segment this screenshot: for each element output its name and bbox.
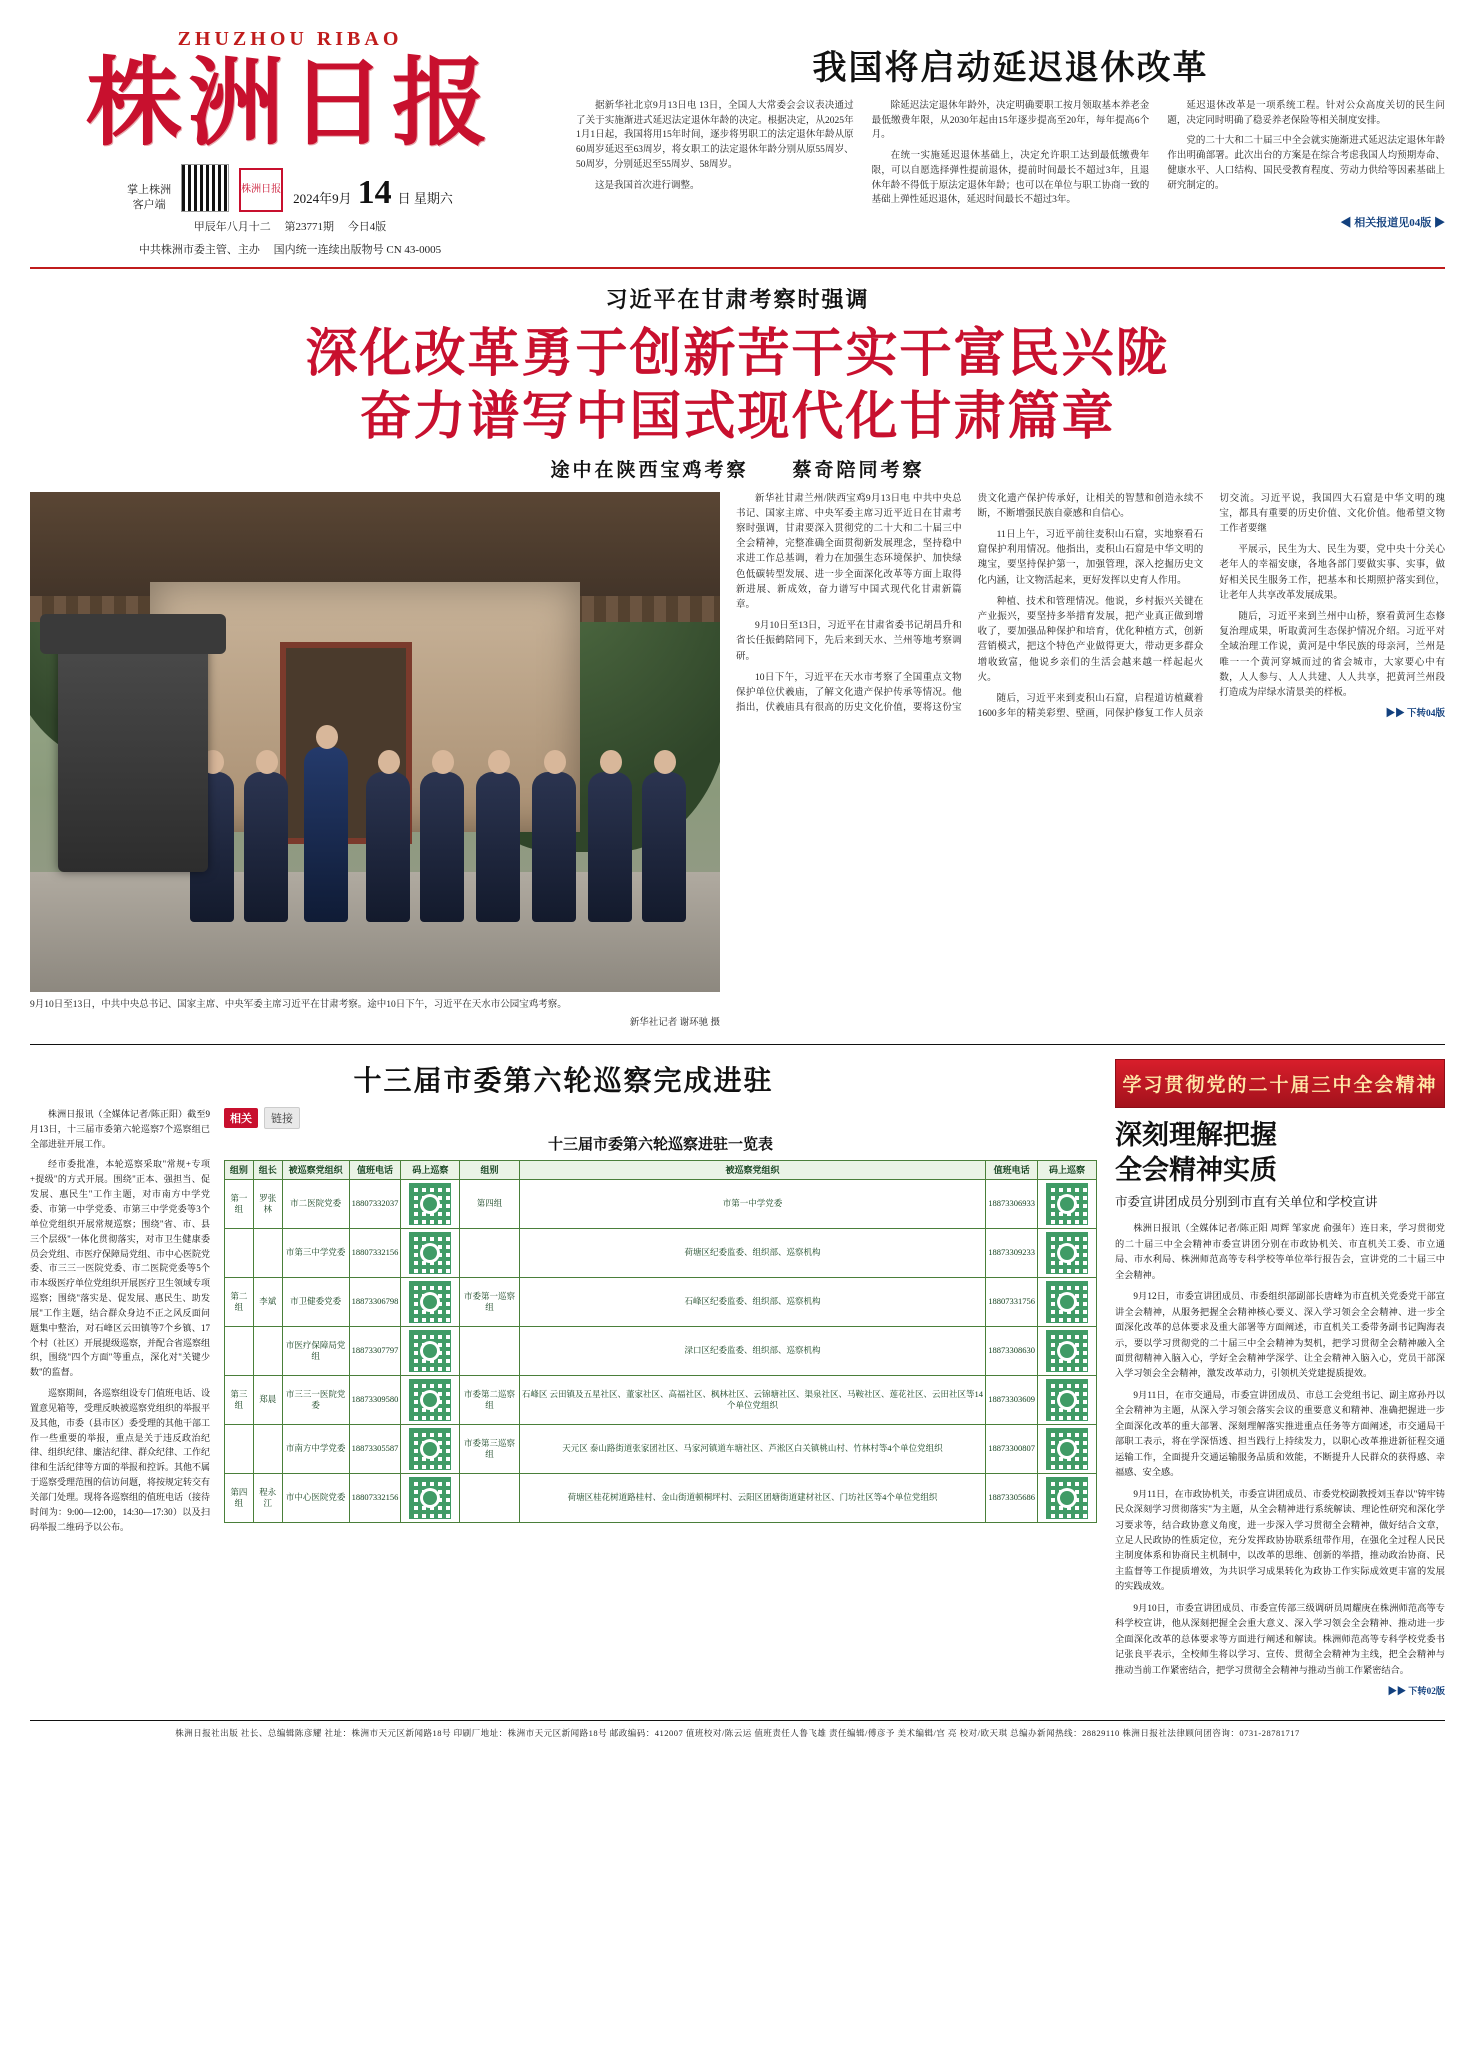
lead-kicker: 习近平在甘肃考察时强调 <box>605 286 870 313</box>
badge-related: 相关 <box>224 1108 258 1128</box>
qr-code-icon[interactable] <box>1046 1232 1088 1274</box>
lead-headline-block <box>30 283 1445 482</box>
cell-phone: 18873305587 <box>349 1425 401 1474</box>
publication-date: 2024年9月 14 日 星期六 <box>293 173 453 211</box>
continue-ref[interactable]: ▶▶ 下转02版 <box>1387 1686 1445 1697</box>
lower-section <box>30 1059 1445 1706</box>
cell-qr[interactable] <box>401 1278 460 1327</box>
masthead-app-label: 掌上株洲 客户端 <box>127 184 172 211</box>
paragraph: 在统一实施延迟退休基础上，决定允许职工达到最低缴费年限，可以自愿选择弹性提前退休，提前时间最长不超过3年，且退休年龄不得低于原法定退休年龄；也可以在单位与职工协商一致的基础上弹性延迟退休，延迟时间最长不超过3年。 <box>871 151 1150 206</box>
cell-group <box>225 1229 254 1278</box>
top-article <box>550 22 1445 230</box>
table-row <box>225 1327 1097 1376</box>
col-qr-2: 码上巡察 <box>1038 1160 1097 1179</box>
related-coverage-ref[interactable]: ◀ 相关报道见04版 ▶ <box>1340 217 1445 230</box>
cell-leader <box>253 1229 282 1278</box>
cell-org-2: 荷塘区桂花树道路桂村、金山街道顿桐坪村、云阳区团塘街道建材社区、门坊社区等4个单位党组织 <box>519 1474 986 1523</box>
qr-code-icon[interactable] <box>409 1428 451 1470</box>
cell-leader: 郑晨 <box>253 1376 282 1425</box>
seal-icon: 株洲日报 <box>239 168 283 212</box>
masthead-issue-line: 甲辰年八月十二 第23771期 今日4版 <box>193 220 387 233</box>
lead-subtitle: 途中在陕西宝鸡考察 蔡奇陪同考察 <box>550 458 925 481</box>
triangle-left-icon: ◀ <box>1340 217 1352 230</box>
paragraph: 新华社甘肃兰州/陕西宝鸡9月13日电 中共中央总书记、国家主席、中央军委主席习近平近日在甘肃考察时强调，甘肃要深入贯彻党的二十大和二十届三中全会精神，完整准确全面贯彻新发展理念，坚持稳中求进工作总基调，着力在加强生态环境保护、加快绿色低碳转型发展、进一步全面深化改革等方面上取得新进展、新成效，奋力谱写中国式现代化甘肃新篇章。 <box>736 493 962 610</box>
lead-article-body <box>30 492 1445 1028</box>
cell-group-2 <box>460 1229 519 1278</box>
col-leader: 组长 <box>253 1160 282 1179</box>
study-article <box>1115 1059 1445 1706</box>
lead-article-text <box>736 492 1445 1028</box>
table-row <box>225 1474 1097 1523</box>
triangle-right-icon: ▶ <box>1434 217 1445 230</box>
cell-qr[interactable] <box>401 1376 460 1425</box>
cell-org-2: 石峰区 云田镇及五星社区、董家社区、高福社区、枫林社区、云锦塘社区、渠泉社区、马鞍社区、莲花社区、云田社区等14个单位党组织 <box>519 1376 986 1425</box>
badge-link: 链接 <box>264 1107 300 1129</box>
col-org: 被巡察党组织 <box>282 1160 349 1179</box>
cell-qr[interactable] <box>401 1229 460 1278</box>
col-group: 组别 <box>225 1160 254 1179</box>
cell-org: 市二医院党委 <box>282 1180 349 1229</box>
cell-group-2: 市委第三巡察组 <box>460 1425 519 1474</box>
cell-group-2 <box>460 1474 519 1523</box>
col-phone-2: 值班电话 <box>986 1160 1038 1179</box>
cell-qr-2[interactable] <box>1038 1474 1097 1523</box>
paragraph: 据新华社北京9月13日电 13日，全国人大常委会会议表决通过了关于实施渐进式延迟法定退休年龄的决定。根据决定，从2025年1月1日起，我国将用15年时间，逐步将男职工的法定退休年龄从原60周岁延迟至63周岁，将女职工的法定退休年龄分别从原55周岁、50周岁，分别延迟至55周岁、58周岁。 <box>576 101 854 170</box>
cell-phone-2: 18807331756 <box>986 1278 1038 1327</box>
cell-qr[interactable] <box>401 1327 460 1376</box>
cell-group-2: 市委第一巡察组 <box>460 1278 519 1327</box>
masthead-pinyin: ZHUZHOU RIBAO <box>177 28 403 50</box>
masthead <box>30 22 1445 269</box>
study-subtitle: 市委宣讲团成员分别到市直有关单位和学校宣讲 <box>1115 1195 1378 1210</box>
qr-code-icon[interactable] <box>1046 1330 1088 1372</box>
paragraph: 9月10日至13日，习近平在甘肃省委书记胡昌升和省长任振鹤陪同下，先后来到天水、兰州等地考察调研。 <box>736 621 962 662</box>
paragraph: 这是我国首次进行调整。 <box>595 180 700 191</box>
cell-qr-2[interactable] <box>1038 1229 1097 1278</box>
cell-org-2: 荷塘区纪委监委、组织部、巡察机构 <box>519 1229 986 1278</box>
cell-group <box>225 1425 254 1474</box>
cell-org-2: 渌口区纪委监委、组织部、巡察机构 <box>519 1327 986 1376</box>
qr-code-icon[interactable] <box>409 1379 451 1421</box>
cell-org-2: 天元区 泰山路街道张家团社区、马家河镇道车塘社区、芦淞区白关镇桃山村、竹林村等4个单位党组织 <box>519 1425 986 1474</box>
cell-qr[interactable] <box>401 1474 460 1523</box>
table-caption: 十三届市委第六轮巡察进驻一览表 <box>547 1136 773 1153</box>
photo-credit: 新华社记者 谢环驰 摄 <box>629 1017 720 1028</box>
study-title <box>1115 1118 1445 1188</box>
cell-org: 市中心医院党委 <box>282 1474 349 1523</box>
cell-phone-2: 18873300807 <box>986 1425 1038 1474</box>
cell-phone: 18807332156 <box>349 1474 401 1523</box>
qr-code-icon[interactable] <box>1046 1428 1088 1470</box>
cell-phone: 18807332037 <box>349 1180 401 1229</box>
cell-phone-2: 18873309233 <box>986 1229 1038 1278</box>
cell-phone: 18873306798 <box>349 1278 401 1327</box>
photo-caption: 9月10日至13日，中共中央总书记、国家主席、中央军委主席习近平在甘肃考察。途中10日下午，习近平在天水市公园宝鸡考察。 <box>30 999 567 1010</box>
cell-qr-2[interactable] <box>1038 1327 1097 1376</box>
paragraph: 随后，习近平来到麦积山石窟，启程道访植藏着1600多年的精美彩塑、壁画，同保护修复工作人员亲切交流。习近平说，我国四大石窟是中华文明的瑰宝，都具有重要的历史价值、文化价值。他希望文物工作者要继 <box>977 493 1445 720</box>
inspection-table-block <box>224 1107 1097 1541</box>
lead-title <box>30 322 1445 449</box>
qr-code-icon[interactable] <box>409 1281 451 1323</box>
lead-title-line1: 深化改革勇于创新苦干实干富民兴陇 <box>305 322 1170 384</box>
cell-phone-2: 18873308630 <box>986 1327 1038 1376</box>
cell-phone-2: 18873305686 <box>986 1474 1038 1523</box>
paragraph: 9月12日，市委宣讲团成员、市委组织部副部长唐峰为市直机关党委党干部宣讲全会精神，从服务把握全会精神核心要义、深入学习领会全会精神、进一步全面深化改革的总体要求及重大部署等方面阐述，市直机关工委带务副书记陶海表示，要以学习贯彻党的二十届三中全会精神为契机，把学习贯彻全会精神融入全面贯彻精神入脑入心，学好全会精神学深学、让全会精神入脑入心，党员干部深入学习领会全会精神，激发改革动力，引领机关党建提质提效。 <box>1115 1291 1445 1379</box>
cell-group-2: 市委第二巡察组 <box>460 1376 519 1425</box>
top-article-title: 我国将启动延迟退休改革 <box>812 48 1209 88</box>
paragraph: 9月11日，在市政协机关，市委宣讲团成员、市委党校副教授刘玉春以"铸牢铸民众深刻学习贯彻落实"为主题，从全会精神进行系统解读、理论性研究和深化学习要求等，结合政协意义角度，进一步深入学习贯彻全会精神，做好结合文章，立足人民政协的性质定位，充分发挥政协协联系纽带作用，在强化全过程人民民主制度体系和协商民主机制中，以改革的思维、创新的举措，推动政治协商、民主监督等工作提质增效，为共识学习成果转化为政协工作实际成效更丰富的发展的实践成效。 <box>1115 1488 1445 1592</box>
study-body <box>1115 1221 1445 1699</box>
cell-phone: 18873307797 <box>349 1327 401 1376</box>
cell-qr[interactable] <box>401 1425 460 1474</box>
col-group-2: 组别 <box>460 1160 519 1179</box>
qr-code-icon[interactable] <box>409 1477 451 1519</box>
study-banner: 学习贯彻党的二十届三中全会精神 <box>1115 1059 1445 1108</box>
cell-group: 第三组 <box>225 1376 254 1425</box>
lead-photo <box>30 492 720 992</box>
photo-people-group <box>180 712 700 922</box>
paragraph: 种植、技术和管理情况。他说，乡村振兴关键在产业振兴，要坚持多举措育发展，把产业真正做到增收了，要加强品种保护和培育，优化种植方式，创新营销模式，把这个特色产业做得更大，带动更多群众增收致富，他说乡亲们的生活会越来越一样起起火火。 <box>977 596 1204 683</box>
paragraph: 11日上午，习近平前往麦积山石窟，实地察看石窟保护利用情况。他指出，麦积山石窟是中华文明的瑰宝，要坚持保护第一，加强管理，深入挖掘历史文化内涵，让文物活起来，更好发挥以史育人作用。 <box>977 530 1204 586</box>
qr-code-icon[interactable] <box>1046 1281 1088 1323</box>
paragraph: 随后，习近平来到兰州中山桥，察看黄河生态修复治理成果，听取黄河生态保护情况介绍。习近平对全域治理工作说，黄河是中华民族的母亲河，兰州是唯一一个黄河穿城而过的省会城市，大家要心中有数，人人参与、人人共建、人人共享，把黄河兰州段打造成为岸绿水清景美的样板。 <box>1219 611 1445 698</box>
cell-leader: 程永江 <box>253 1474 282 1523</box>
paragraph: 株洲日报讯（全媒体记者/陈正阳）截至9月13日，十三届市委第六轮巡察7个巡察组已全部进驻开展工作。 <box>30 1108 210 1149</box>
col-qr: 码上巡察 <box>401 1160 460 1179</box>
paragraph: 除延迟法定退休年龄外，决定明确要职工按月领取基本养老金最低缴费年限，从2030年起由15年逐步提高至20年，每年提高6个月。 <box>871 101 1150 141</box>
qr-code-icon[interactable] <box>1046 1379 1088 1421</box>
lead-photo-block <box>30 492 720 1028</box>
cell-group: 第一组 <box>225 1180 254 1229</box>
cell-phone: 18873309580 <box>349 1376 401 1425</box>
table-row <box>225 1278 1097 1327</box>
cell-qr-2[interactable] <box>1038 1278 1097 1327</box>
table-row <box>225 1229 1097 1278</box>
cell-qr-2[interactable] <box>1038 1180 1097 1229</box>
cell-qr[interactable] <box>401 1180 460 1229</box>
table-row <box>225 1425 1097 1474</box>
masthead-meta <box>30 164 550 212</box>
qr-code-icon[interactable] <box>181 164 229 212</box>
cell-org-2: 市第一中学党委 <box>519 1180 986 1229</box>
masthead-logo: 株洲日报 <box>86 46 494 159</box>
photo-censer <box>58 632 208 872</box>
cell-org-2: 石峰区纪委监委、组织部、巡察机构 <box>519 1278 986 1327</box>
cell-leader <box>253 1425 282 1474</box>
table-row <box>225 1376 1097 1425</box>
paragraph: 9月11日，在市交通局，市委宣讲团成员、市总工会党组书记、副主席孙丹以全会精神为主题，从深入学习领会落实会议的重要意义和精神、准确把握进一步全面深化改革的重大部署、深刻理解落实推进重点任务等方面阐述，市交通局干部职工表示，将在学深悟透、担当践行上持续发力，以职心改革推进新征程交通运输工作，全面提升交通运输服务品质和效能，不断提升人民群众的获得感、幸福感、安全感。 <box>1115 1389 1445 1478</box>
lead-title-line2: 奋力谱写中国式现代化甘肃篇章 <box>359 386 1116 448</box>
inspection-title: 十三届市委第六轮巡察完成进驻 <box>353 1063 774 1097</box>
qr-code-icon[interactable] <box>409 1330 451 1372</box>
inspection-text <box>30 1107 210 1541</box>
qr-code-icon[interactable] <box>409 1183 451 1225</box>
table-row <box>225 1180 1097 1229</box>
cell-org: 市医疗保障局党组 <box>282 1327 349 1376</box>
cell-org: 市三三一医院党委 <box>282 1376 349 1425</box>
cell-leader <box>253 1327 282 1376</box>
continue-ref[interactable]: ▶▶ 下转04版 <box>1385 709 1445 720</box>
paragraph: 10日下午，习近平在天水市考察了全国重点文物保护单位伏羲庙，了解文化遗产保护传承等情况。他指出，伏羲庙具有很高的历史文化价值，要将这份宝贵文化遗产保护传承好，让相关的智慧和创造永续不断，不断增强民族自豪感和自信心。 <box>736 493 1204 714</box>
cell-group: 第二组 <box>225 1278 254 1327</box>
paragraph: 株洲日报讯（全媒体记者/陈正阳 周辉 邹家虎 俞强年）连日来，学习贯彻党的二十届三中全会精神市委宣讲团分别在市政协机关、市直机关工委、市立通局、市水利局、株洲师范高等专科学校等单位举行报告会，宣讲党的二十届三中全会精神。 <box>1115 1223 1445 1280</box>
cell-org: 市卫健委党委 <box>282 1278 349 1327</box>
cell-org: 市南方中学党委 <box>282 1425 349 1474</box>
paragraph: 党的二十大和二十届三中全会就实施渐进式延迟法定退休年龄作出明确部署。此次出台的方案是在综合考虑我国人均预期寿命、健康水平、人口结构、国民受教育程度、劳动力供给等因素基础上研究制定的。 <box>1167 136 1445 191</box>
paragraph: 9月10日，市委宣讲团成员、市委宣传部三级调研员周耀庚在株洲师范高等专科学校宣讲，他从深刻把握全会重大意义、深入学习领会全会精神、推动进一步全面深化改革的总体要求等方面进行阐述和解读。株洲师范高等专科学校党委书记张良平表示，全校师生将以学习、宣传、贯彻全会精神为主线，把全会精神与推动当前工作紧密结合，把学习贯彻全会精神与推动当前工作紧密结合。 <box>1115 1602 1445 1675</box>
study-title-line2: 全会精神实质 <box>1115 1155 1277 1187</box>
cell-group-2: 第四组 <box>460 1180 519 1229</box>
qr-code-icon[interactable] <box>1046 1477 1088 1519</box>
paragraph: 经市委批准，本轮巡察采取"常规+专项+提级"的方式开展。围绕"正本、强担当、促发展、惠民生"工作主题，对市南方中学党委、市第一中学党委、市第三中学党委等3个单位党组织开展常规巡察；围绕"省、市、县三个层级"一体化贯彻落实，对市卫生健康委员会党组、市医疗保障局党组、市中心医院党委、市三三一医院党委、市二医院党委等5个市本级医疗单位党组织开展医疗卫生领域专项巡察；围绕"落实是、促发展、惠民生、助发展"工作主题，结合群众身边不正之风反面问题集中整治，对石峰区云田镇等7个乡镇、17个村（社区）开展提级巡察，并配合省巡察组织，围绕"四个方面"等重点，深化对"关键少数"的监督。 <box>30 1159 211 1378</box>
cell-leader: 罗张林 <box>253 1180 282 1229</box>
masthead-left <box>30 22 550 259</box>
col-org-2: 被巡察党组织 <box>519 1160 986 1179</box>
paragraph: 巡察期间，各巡察组设专门值班电话、设置意见箱等，受理反映被巡察党组织的举报平及其他，市委（县市区）委受理的其他干部工作一些重要的举报，重点是关于违反政治纪律、组织纪律、廉洁纪律、群众纪律、工作纪律和生活纪律等方面的举报和控诉。其他不属于巡察受理范围的信访问题，将按规定转交有关部门处理。现将各巡察组的值班电话（接待时间为：9:00—12:00，14:30—17:30）以及扫码举报二维码予以公布。 <box>30 1388 211 1532</box>
study-title-line1: 深刻理解把握 <box>1115 1119 1277 1151</box>
col-phone: 值班电话 <box>349 1160 401 1179</box>
cell-phone-2: 18873303609 <box>986 1376 1038 1425</box>
cell-group <box>225 1327 254 1376</box>
cell-phone: 18807332156 <box>349 1229 401 1278</box>
cell-qr-2[interactable] <box>1038 1376 1097 1425</box>
cell-group-2 <box>460 1327 519 1376</box>
qr-code-icon[interactable] <box>409 1232 451 1274</box>
cell-org: 市第三中学党委 <box>282 1229 349 1278</box>
masthead-org-line: 中共株洲市委主管、主办 国内统一连续出版物号 CN 43-0005 <box>138 244 442 257</box>
paragraph: 平展示，民生为大、民生为要，党中央十分关心老年人的幸福安康，各地各部门要做实事、实事，做好相关民生服务工作，把基本和长期照护落实到位，让老年人共享改革发展成果。 <box>1219 545 1445 601</box>
cell-group: 第四组 <box>225 1474 254 1523</box>
cell-qr-2[interactable] <box>1038 1425 1097 1474</box>
paragraph: 延迟退休改革是一项系统工程。针对公众高度关切的民生问题，决定同时明确了稳妥养老保险等相关制度安排。 <box>1167 101 1445 126</box>
cell-leader: 李斌 <box>253 1278 282 1327</box>
page-footer: 株洲日报社出版 社长、总编辑陈彦耀 社址：株洲市天元区新闻路18号 印刷厂地址：株洲市天元区新闻路18号 邮政编码：412007 值班校对/陈云运 值班责任人鲁飞雄 责任编辑/傅彦予 美术编辑/宫 亮 校对/欧天琪 总编办新闻热线：28829110 株洲日报社法律顾问团咨询：0731-28781717 <box>30 1720 1445 1739</box>
cell-phone-2: 18873306933 <box>986 1180 1038 1229</box>
table-header-row <box>225 1160 1097 1179</box>
qr-code-icon[interactable] <box>1046 1183 1088 1225</box>
inspection-table <box>224 1160 1097 1523</box>
table-badges <box>224 1107 1097 1129</box>
divider <box>30 1044 1445 1045</box>
inspection-article <box>30 1059 1097 1706</box>
top-article-body <box>576 99 1445 208</box>
